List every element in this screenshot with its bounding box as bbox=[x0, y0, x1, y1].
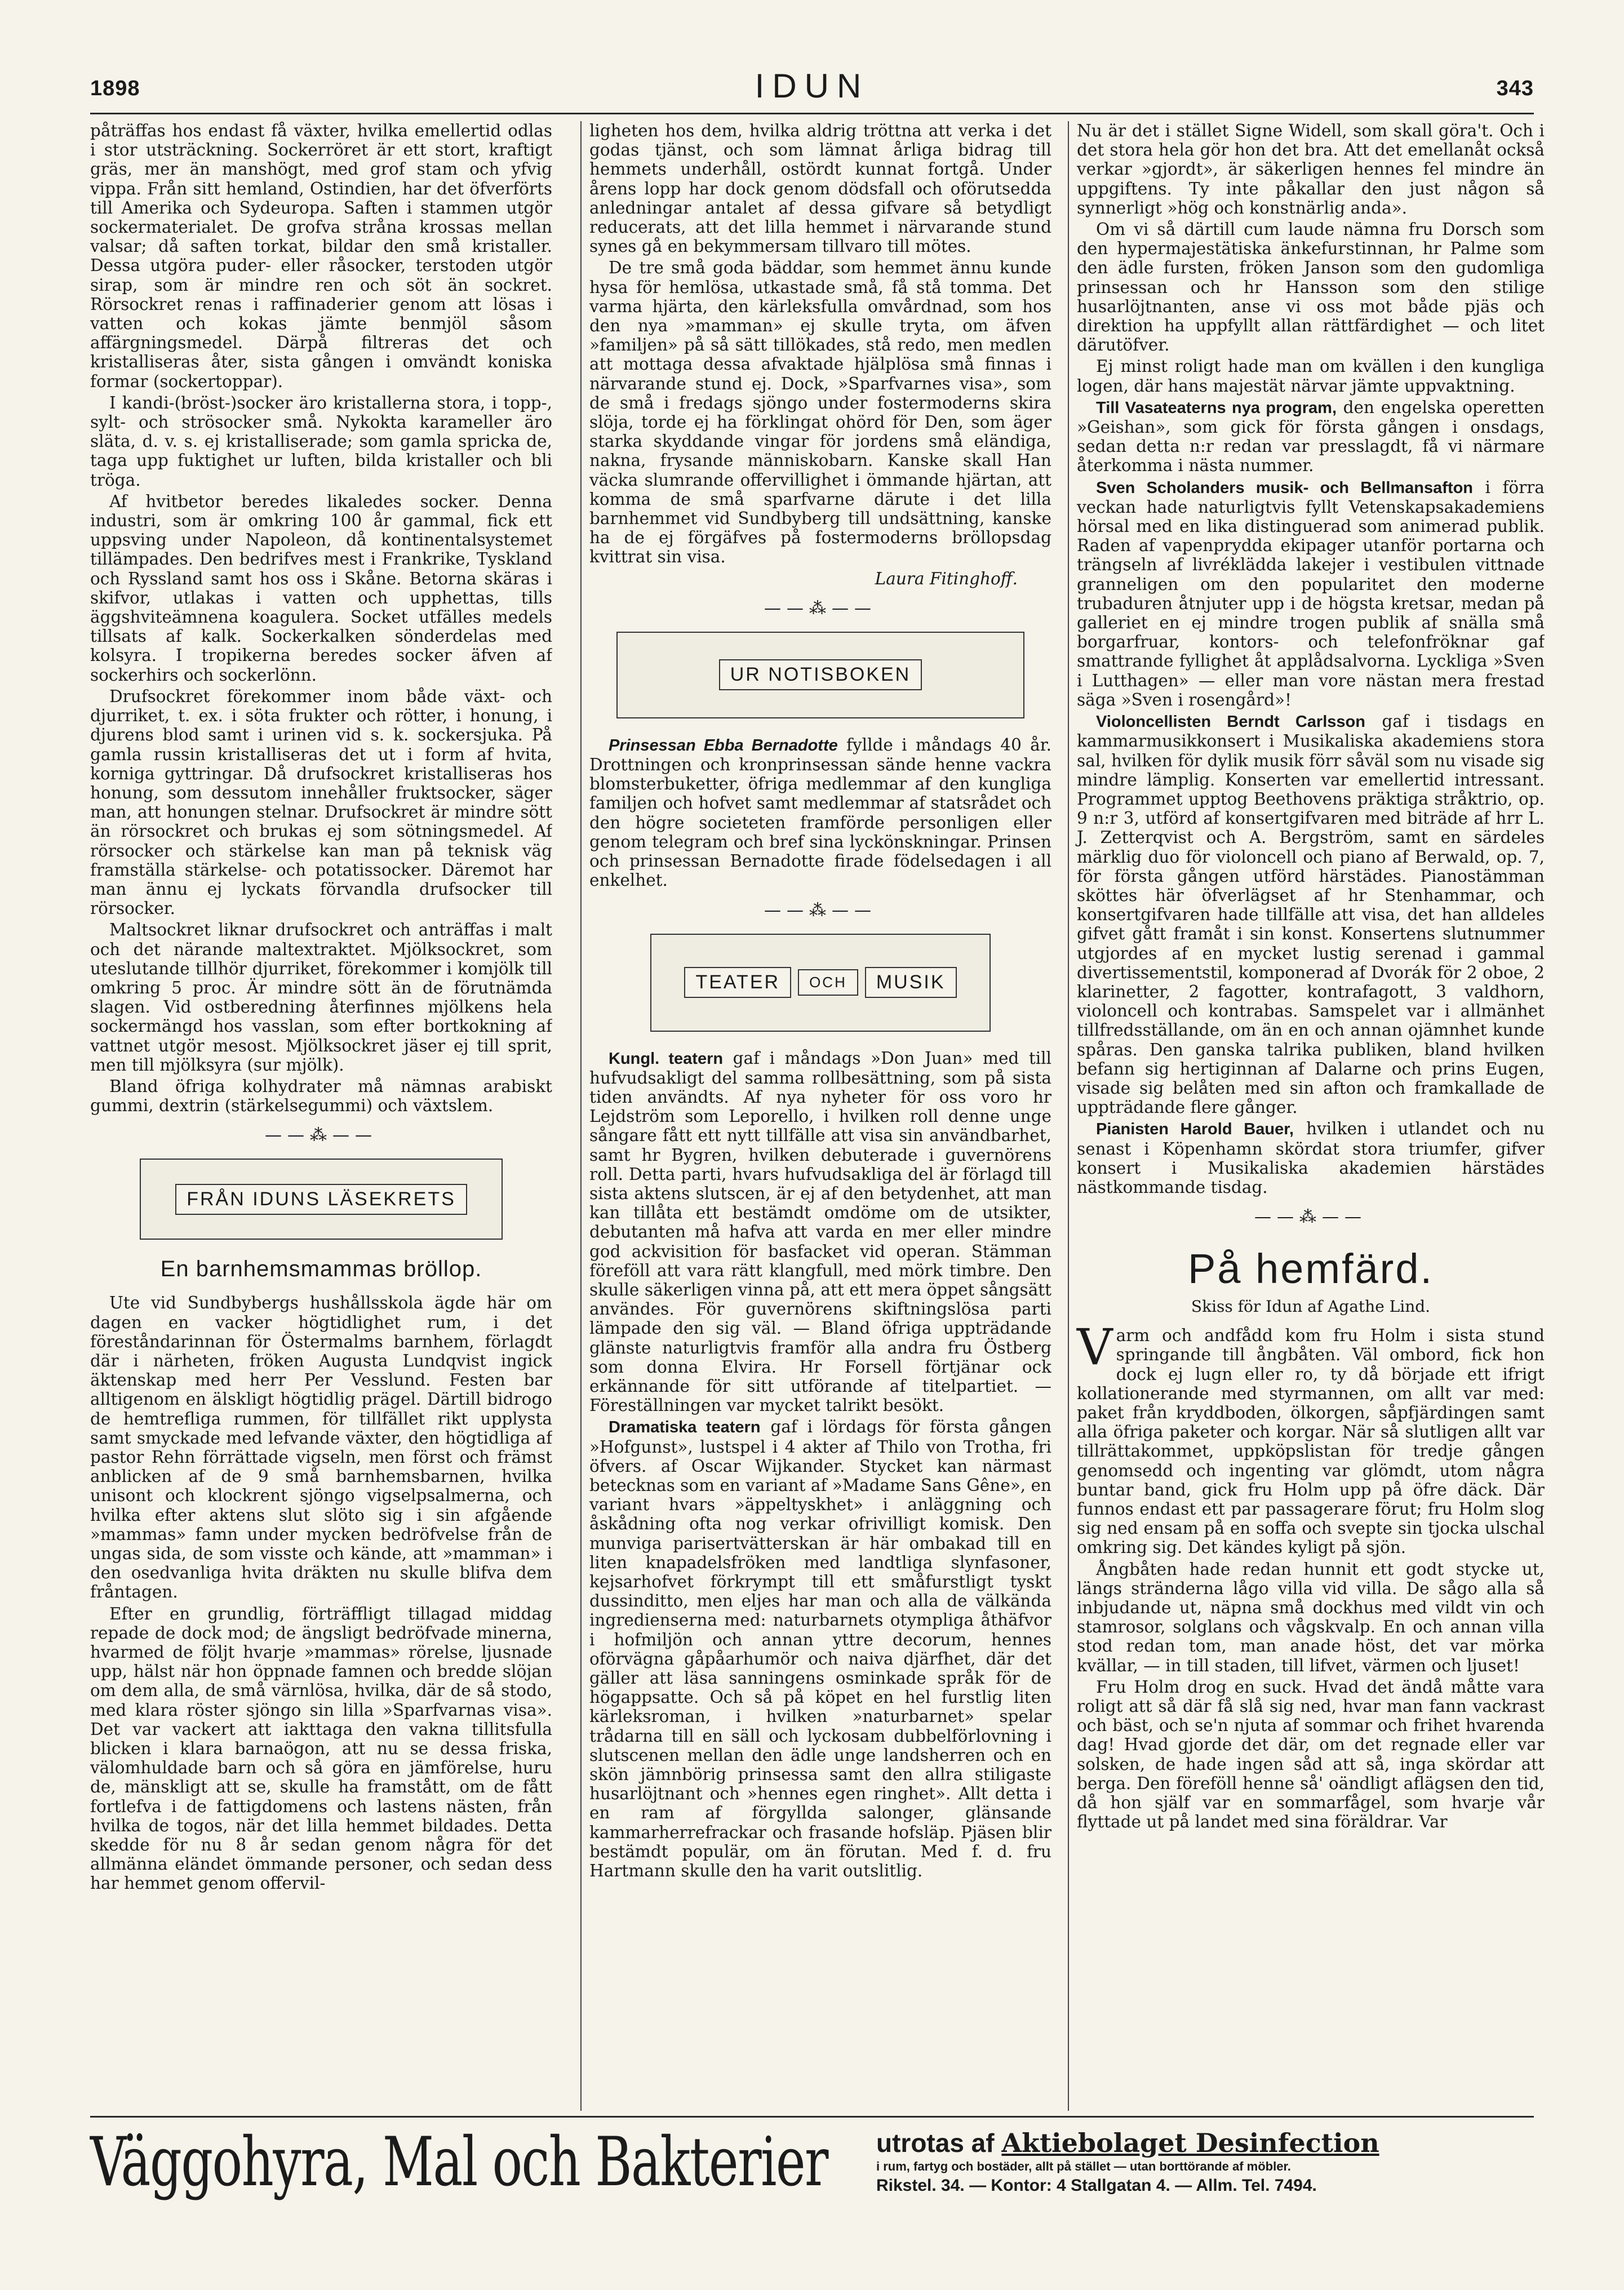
notice-text: hvilken i utlandet och nu senast i Köpenhamn skördat stora triumfer, gifver konsert i Musikaliska akademien härstädes nästkommande tisdag. bbox=[1077, 1119, 1545, 1197]
drop-cap: V bbox=[1077, 1318, 1113, 1377]
notice-text: i förra veckan hade naturligtvis fyllt Vetenskapsakademiens hörsal med en lika distinguerad som animerad publik. Raden af vapenprydda ekipager utanför portarna och trängseln af livréklädda lakejer i vestibulen vittnade granneligen om den popularitet den moderne trubaduren åtnjuter upp i de högsta kretsar, medan på galleriet en ej mindre trogen publik af snälla små borgarfruar, kontors- och telefonfröknar gaf smattrande fyllighet åt applådsalvorna. Lyckliga »Sven i Lutthagen» — eller man vore nästan mera frestad säga »Sven i rosengård»! bbox=[1077, 477, 1545, 709]
paragraph: I kandi-(bröst-)socker äro kristallerna stora, i topp-, sylt- och strösocker små. Nykokta karameller äro släta, d. v. s. ej kristalliserade; som gamla sprickа de, taga upp fuktighet ur luften, bilda kristaller och bli tröga. bbox=[90, 393, 552, 490]
paragraph: påträffas hos endast få växter, hvilka emellertid odlas i stor utsträckning. Sockerröret är ett stort, kraftigt gräs, mer än manshögt, med grof stam och yfvig vippa. Från sitt hemland, Ostindien, har det öfverförts till Amerika och Sydeuropa. Saften i stammen utgör sockermaterialet. De grofva stråna krossas mellan valsar; då saften torkat, bildar den små kristaller. Dessa utgöra puder- eller råsocker, terstoden utgör sirap, som är mindre ren och söt än sockret. Rörsockret renas i raffinaderier genom att lösas i vatten och kokas jämte benmjöl såsom affärgningsmedel. Därpå filtreras det och kristalliseras åter, sista gången i omvändt koniska formar (sockertoppar). bbox=[90, 121, 552, 391]
ornament-divider: ——⁂—— bbox=[764, 598, 877, 618]
notice-lead: Dramatiska teatern bbox=[609, 1418, 761, 1437]
notice-text: den engelska operetten »Geishan», som gick för första gången i onsdags, sedan detta n:r redan var presslagdt, få vi närmare återkomma i nästa nummer. bbox=[1077, 397, 1545, 476]
story-title: På hemfärd. bbox=[1187, 1245, 1434, 1293]
notice-paragraph bbox=[589, 1417, 1051, 1880]
notice-text: fyllde i måndags 40 år. Drottningen och kronprinsessan sände henne vackra blomsterbuketter, öfriga medlemmar af den kungliga familjen och hofvet samt medlemmar af statsrådet och den högre societeten framförde personligen eller genom telegram och bref sina lyckönskningar. Prinsen och prinsessan Bernadotte firade födelsedagen i all enkelhet. bbox=[589, 735, 1051, 890]
notice-lead: Pianisten Harold Bauer, bbox=[1096, 1120, 1294, 1139]
notice-text: gaf i måndags »Don Juan» med till hufvudsakligt del samma rollbesättning, som på sista tiden användts. Af nya nyheter för oss voro hr Lejdström som Leporello, i hvilken roll denne unge sångare fått ett nytt tillfälle att visa sin användbarhet, samt hr Bygren, hvilken debuterade i guvernörens roll. Detta parti, hvars hufvudsakliga del är förlagd till sista aktens slutscen, är ej af den betydenhet, att man kan tillåta ett bestämdt omdöme om de utsikter, debutanten må hafva att varda en mer eller mindre god ackvisition för basfacket vid operan. Stämman föreföll att vara rätt klangfull, med mörk timbre. Den skulle säkerligen vinna på, att ett mera öppet sångsätt användes. För guvernörens skiftningslösa parti lämpade den sig väl. — Bland öfriga uppträdande glänste naturligtvis framför alla andra fru Östberg som donna Elvira. Hr Forsell förtjänar ock erkännande för sitt utförande af titelpartiet. — Föreställningen var mycket talrikt besökt. bbox=[589, 1048, 1051, 1415]
advert-prefix: utrotas af bbox=[876, 2128, 1002, 2158]
vignette-fran-iduns-lasekrets bbox=[140, 1159, 503, 1240]
paragraph: Ute vid Sundbybergs hushållsskola ägde här om dagen en vacker högtidlighet rum, i det föreståndarinnan för Östermalms barnhem, förlagdt där i närheten, fröken Augusta Lundqvist ingick äktenskap med herr Per Vesslund. Festen bar alltigenom en älskligt högtidlig prägel. Därtill bidrogo de hemtrefliga rummen, för tillfället rikt upplysta samt smyckade med lefvande växter, den högtidliga af pastor Rehn förrättade vigseln, men först och främst anblicken af de 9 små barnhemsbarnen, hvilka unisont och klockrent sjöngo vigselpsalmerna, och hvilka efter aktens slut slöto sig i sin afgående »mammas» famn under mycken bedröfvelse från de ungas sida, de som visste och kände, att »mamman» i den osedvanliga hvita dräkten nu skulle blifva dem fråntagen. bbox=[90, 1293, 552, 1602]
story-paragraph bbox=[1077, 1318, 1545, 1557]
notice-lead: Sven Scholanders musik- och Bellmansafton bbox=[1096, 478, 1474, 497]
notice-lead: Kungl. teatern bbox=[609, 1049, 724, 1068]
notice-lead: Violoncellisten Berndt Carlsson bbox=[1096, 713, 1365, 731]
vignette-word: TEATER bbox=[684, 967, 791, 998]
vignette-ur-notisboken bbox=[616, 632, 1024, 718]
paragraph: Om vi så därtill cum laude nämna fru Dorsch som den hypermajestätiska änkefurstinnan, hr Palme som den ädle fursten, fröken Janson som den gudomliga prinsessan och hr Hansson som den stilige husarlöjtnanten, anse vi oss mot både pjäs och direktion ha uppfyllt allan rättfärdighet — och litet därutöfver. bbox=[1077, 220, 1545, 355]
advert-line-3: Rikstel. 34. — Kontor: 4 Stallgatan 4. — Allm. Tel. 7494. bbox=[876, 2176, 1317, 2195]
notice-paragraph bbox=[1077, 712, 1545, 1117]
paragraph: Ej minst roligt hade man om kvällen i den kungliga logen, där hans majestät närvar jämte uppvaktning. bbox=[1077, 357, 1545, 396]
year-label: 1898 bbox=[90, 77, 140, 100]
story-paragraph: Ångbåten hade redan hunnit ett godt stycke ut, längs stränderna lågo villa vid villa. De sågo alla så inbjudande ut, näpna små dockhus med vildt vin och stamrosor, solglans och vågskvalp. En och annan villa stod redan tom, man anade höst, det var mörka kvällar, — in till staden, till lifvet, värmen och ljuset! bbox=[1077, 1559, 1545, 1675]
notice-paragraph bbox=[1077, 478, 1545, 709]
advert-company: Aktiebolaget Desinfection bbox=[1001, 2128, 1379, 2158]
paragraph: Nu är det i stället Signe Widell, som skall göra't. Och i det stora hela gör hon det bra. Att det emellanåt också verkar »gjordt», är säkerligen hennes fel mindre än uppgiftens. Ty inte påkallar den just någon så synnerligt »hög och konstnärlig anda». bbox=[1077, 121, 1545, 218]
notice-text: gaf i lördags för första gången »Hofgunst», lustspel i 4 akter af Thilo von Trotha, fri öfvers. af Oscar Wijkander. Stycket kan närmast betecknas som en variant af »Madame Sans Gêne», en variant hvars »äppeltyskhet» i anläggning och åskådning ofta nog verkar ofrivilligt komisk. Den munviga parisertvätterskan är här ombakad till en liten knapadelsfröken med landtliga slynfasoner, kejsarhofvet förkrympt till ett småfurstligt tyskt dussinditto, men eljes har man och alla de välkända ingredienserna med: naturbarnets otympliga åthäfvor i hofmiljön och annan yttre decorum, hennes oförvägna gåpåarhumör och naiva djärfhet, där det gäller att läsa sanningens osminkade språk för de högappsatte. Och så på köpet en hel furstlig liten kärleksroman, i hvilken »naturbarnet» spelar trådarna till en säll och lyckosam dubbelförlovning i slutscenen mellan den ädle unge landsherren och en skön jämnbörig prinsessa samt den allra stiligaste husarlöjtnant och »hennes egen ringhet». Allt detta i en ram af förgyllda salonger, glänsande kammarherrefrackar och frasande hofsläp. Pjäsen blir bestämdt populär, om än förutan. Med f. d. fru Hartmann skulle den ha varit outslitlig. bbox=[589, 1417, 1051, 1881]
paragraph: De tre små goda bäddar, som hemmet ännu kunde hysa för hemlösa, utkastade små, få stå tomma. Det varma hjärta, den kärleksfulla omvårdnad, som hos den nya »mamman» ej skulle tryta, om äfven »familjen» på så sätt tillökades, stå redo, men medlen att mottaga dessa afvaktade hjälplösa små finnas i närvarande stund ej. Dock, »Sparfvarnes visa», som de små i fredags sjöngo under fostermoderns skira slöja, torde ej ha förklingat ohörd för Den, som äger starka skyddande vingar för jordens små eländiga, nakna, frysande människobarn. Kanske skall Han väcka slumrande offervillighet i ömmande hjärtan, att komma de små sparfvarne därute i det lilla barnhemmet vid Sundbyberg till undsättning, kanske ha de ej förgäfves på fostermoderns bröllopsdag kvittrat sin visa. bbox=[589, 258, 1051, 567]
vignette-word: OCH bbox=[798, 969, 858, 996]
running-header bbox=[90, 67, 1534, 112]
column-1 bbox=[90, 121, 552, 2111]
masthead: IDUN bbox=[755, 67, 869, 105]
paragraph: Efter en grundlig, förträffligt tillagad middag repade de dock mod; de ängsligt bedröfvade minerna, hvarmed de följt hvarje »mammas» rörelse, ljusnade upp, hälst när hon öppnade famnen och bredde slöjan om dem alla, de små värnlösa, hvilka, där de så stodo, med klara röster sjöngo sin lilla »Sparfvarnas visa». Det var vackert att iakttaga den vakna tillitsfulla blicken i klara barnaögon, att nu se dessa friska, välomhuldade barn och så göra en jämförelse, huru de, mänskligt att se, skulle ha framstått, om de fått fortlefva i de fattigdomens och lastens nästen, från hvilka de togos, när det lilla hemmet bildades. Detta skedde för nu 8 år sedan genom några för det allmänna eländet ömmande personer, och sedan dess har hemmet genom offervil- bbox=[90, 1604, 552, 1893]
column-3 bbox=[1068, 121, 1545, 2111]
story-subtitle: Skiss för Idun af Agathe Lind. bbox=[1191, 1297, 1431, 1316]
vignette-teater-och-musik bbox=[650, 934, 991, 1032]
page-number: 343 bbox=[1496, 77, 1534, 100]
column-2 bbox=[580, 121, 1051, 2111]
notice-lead: Prinsessan Ebba Bernadotte bbox=[609, 736, 838, 755]
signature: Laura Fitinghoff. bbox=[875, 569, 1018, 588]
story-paragraph: Fru Holm drog en suck. Hvad det ändå måtte vara roligt att så där få slå sig ned, hvar man fann vackrast och bäst, och se'n njuta af sommar och frihet hvarenda dag! Hvad gjorde det där, om det regnade eller var solsken, de hade ingen såd att så, inga skördar att berga. Den föreföll henne så' oändligt aflägsen den tid, då hon själf var en sommarfågel, som hvarje vår flyttade ut på landet med sina föräldrar. Var bbox=[1077, 1677, 1545, 1832]
paragraph: Drufsockret förekommer inom både växt- och djurriket, t. ex. i söta frukter och rötter, i honung, i djurens blod samt i urinen vid s. k. sockersjuka. På gamla russin kristalliseras det ut i form af hvita, korniga gyttringar. Då drufsockret kristalliseras hos honung, som dessutom innehåller fruktsocker, säger man, att honungen stelnar. Drufsockret är mindre sött än rörsockret och brukas ej som sötningsmedel. Af rörsocker och stärkelse kan man på teknisk väg framställa stärkelse- och potatissocker. Däremot har man ännu ej lyckats förvandla drufsocker till rörsocker. bbox=[90, 686, 552, 918]
paragraph: ligheten hos dem, hvilka aldrig tröttna att verka i det godas tjänst, och som lämnat årliga bidrag till hemmets underhåll, ostördt kunnat fortgå. Under årens lopp har dock genom dödsfall och oförutsedda anledningar antalet af dessa gifvare så betydligt reducerats, att det lilla hemmet i närvarande stund synes gå en bekymmersam tillvaro till mötes. bbox=[589, 121, 1051, 256]
ornament-divider: ——⁂—— bbox=[764, 900, 877, 920]
notice-lead: Till Vasateaterns nya program, bbox=[1096, 398, 1337, 417]
paragraph: Maltsockret liknar drufsockret och anträffas i malt och det närande maltextraktet. Mjölksockret, som uteslutande tillhör djurriket, förekommer i komjölk till omkring 5 proc. Är mindre sött än de förutnämda slagen. Vid ostberedning återfinnes mjölkens hela sockermängd hos vasslan, som efter bortkokning af vattnet utgör mesost. Mjölksockret jäser ej till sprit, men till mjölksyra (sur mjölk). bbox=[90, 920, 552, 1075]
notice-paragraph bbox=[1077, 1119, 1545, 1197]
notice-paragraph bbox=[1077, 398, 1545, 476]
paragraph: Af hvitbetor beredes likaledes socker. Denna industri, som är omkring 100 år gammal, fick ett uppsving under Napoleon, då kontinentalsystemet tillämpades. Den bedrifves mest i Frankrike, Tyskland och Ryssland samt hos oss i Skåne. Betorna skäras i skifvor, utlakas i vatten och upphettas, tills äggshvitеämnena koagulera. Socket utfälles medels tillsats af kalk. Sockerkalken sönderdelas med kolsyra. I tropikerna beredes socker äfven af sockerhirs och sockerlönn. bbox=[90, 491, 552, 685]
vignette-label: UR NOTISBOKEN bbox=[719, 659, 922, 690]
section-title: En barnhemsmammas bröllop. bbox=[160, 1257, 482, 1282]
ornament-divider: ——⁂—— bbox=[1254, 1207, 1367, 1227]
advertisement bbox=[90, 2116, 1534, 2202]
story-text: arm och andfådd kom fru Holm i sista stund springande till ångbåten. Väl ombord, fick hon dock ej lugn eller ro, ty då började ett ifrigt kollationerande med styrmannen, om allt var med: paket från kryddboden, ölkorgen, såpfjärdingen samt alla öfriga paketer och korgar. När så slutligen allt var tillrättakommet, uppköpslistan för tredje gången genomsedd och ingenting var glömdt, utom några buntar band, gick fru Holm upp på öfre däck. Där funnos endast ett par passagerare förut; fru Holm slog sig ned ensam på en soffa och svepte sin tjocka ulschal omkring sig. Det kändes kyligt på sjön. bbox=[1077, 1326, 1545, 1557]
vignette-word: MUSIK bbox=[865, 967, 957, 998]
notice-text: gaf i tisdags en kammarmusikkonsert i Musikaliska akademiens stora sal, hvilken för dylik musik förr såväl som nu visade sig mindre lämplig. Konserten var emellertid intressant. Programmet upptog Beethovens präktiga stråktrio, op. 9 n:r 3, utförd af konsertgifvaren med biträde af hrr L. J. Zetterqvist och A. Bergström, samt en särdeles märklig duo för violoncell och piano af Berwald, op. 7, för första gången utförd härstädes. Pianostämman sköttes här öfverlägset af hr Stenhammar, och konsertgifvaren hade tillfälle att visa, det han alldeles gifvet gått framåt i sin konst. Konsertens slutnummer utgjordes af en mycket lustig serenad i gammal divertissementstil, komponerad af Dvorák för 2 oboe, 2 klarinetter, 2 fagotter, kontrafagott, 3 valdhorn, violoncell och kontrabas. Samspelet var i allmänhet tillfredsställande, om än en och annan ojämnhet kunde spåras. Den ganska talrika publiken, bland hvilken befann sig hertiginnan af Dalarne och prins Eugen, visade sig belåten med sin afton och framkallade de uppträdande flere gånger. bbox=[1077, 712, 1545, 1117]
vignette-label: FRÅN IDUNS LÄSEKRETS bbox=[175, 1184, 467, 1215]
advert-line-2: i rum, fartyg och bostäder, allt på stället — utan borttörande af möbler. bbox=[876, 2159, 1291, 2173]
advert-line-1 bbox=[876, 2128, 1536, 2158]
notice-paragraph bbox=[589, 735, 1051, 890]
paragraph: Bland öfriga kolhydrater må nämnas arabiskt gummi, dextrin (stärkelsegummi) och växtslem. bbox=[90, 1076, 552, 1116]
advert-details bbox=[876, 2128, 1536, 2195]
ornament-divider: ——⁂—— bbox=[265, 1125, 378, 1146]
advert-headline: Väggohyra, Mal och Bakterier bbox=[90, 2123, 828, 2202]
header-rule bbox=[90, 113, 1534, 114]
notice-paragraph bbox=[589, 1049, 1051, 1415]
